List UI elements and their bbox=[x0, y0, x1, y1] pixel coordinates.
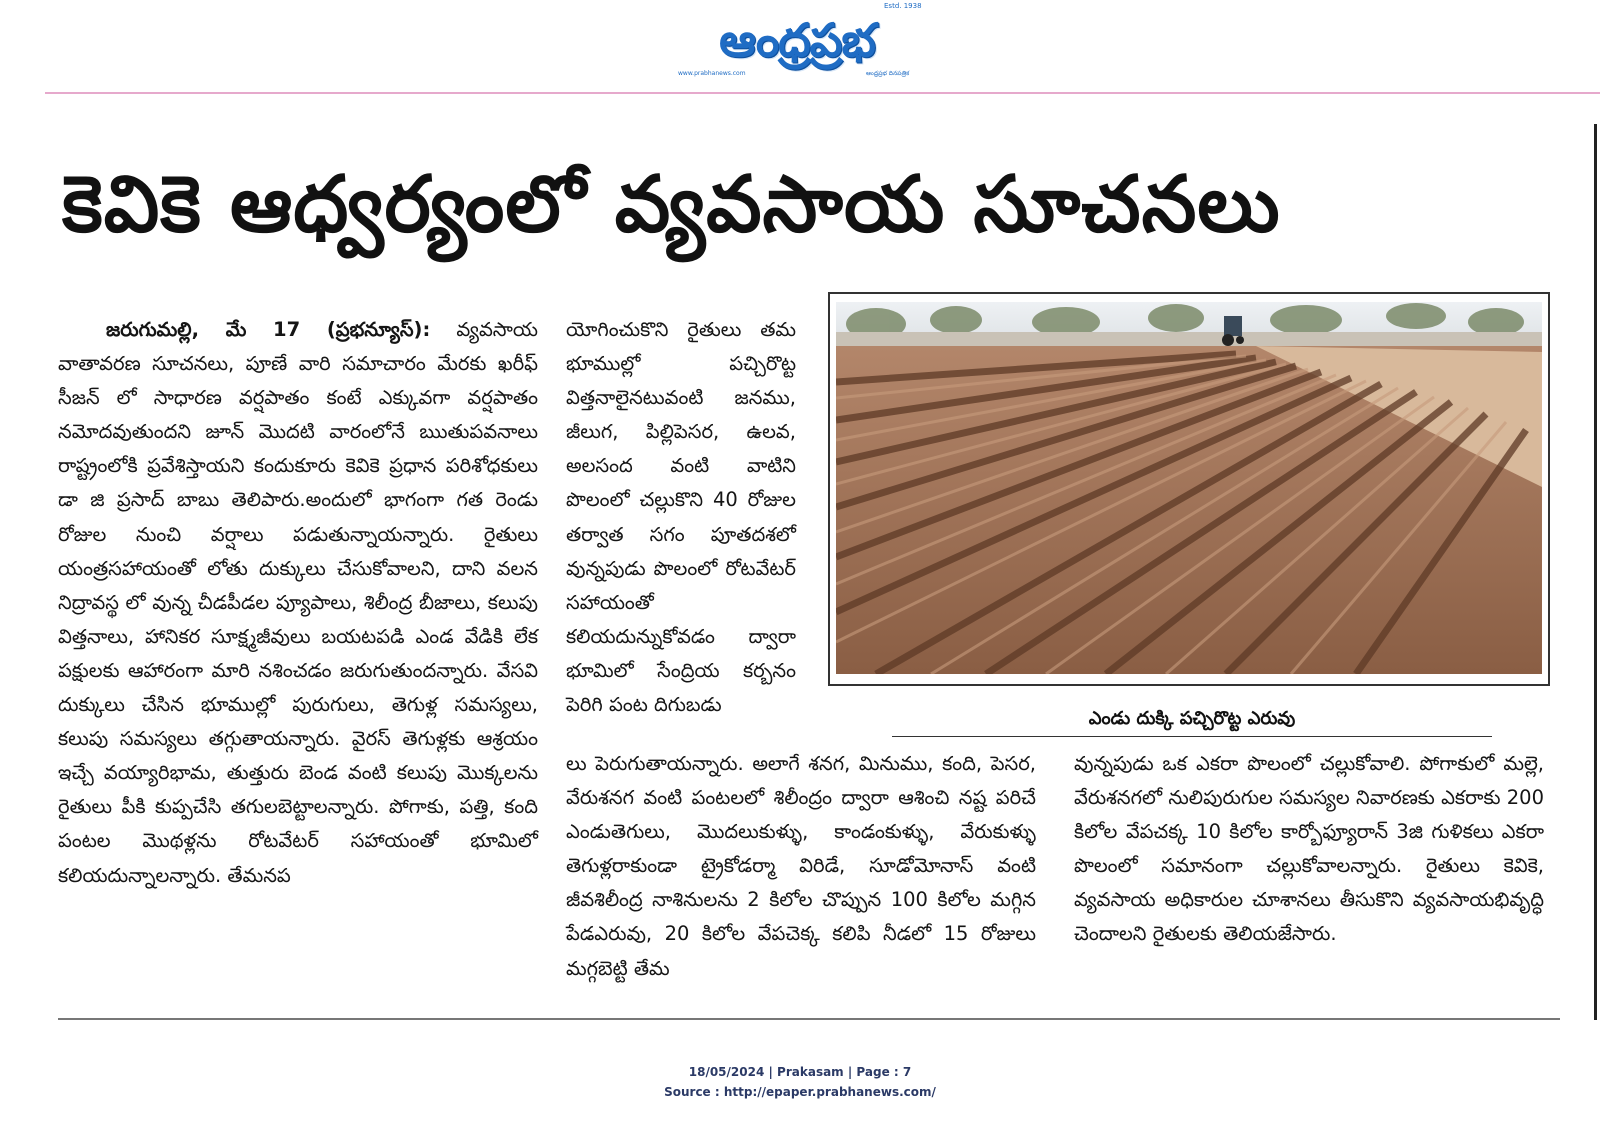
masthead bbox=[0, 0, 1600, 92]
edition-meta: 18/05/2024 | Prakasam | Page : 7 bbox=[688, 1065, 912, 1079]
article-dateline: జరుగుమల్లి, మే 17 (ప్రభన్యూస్): bbox=[106, 318, 431, 341]
page-edge-line bbox=[1594, 124, 1597, 1020]
column-3-text: వున్నపుడు ఒక ఎకరా పొలంలో చల్లుకోవాలి. పోగాకులో మల్లె, వేరుశనగలో నులిపురుగుల సమస్యల నివారణకు ఎకరాకు 200 కిలోల వేపచక్క 10 కిలోల కార్బోఫ్యూరాన్ 3జి గుళికలు ఎకరా పొలంలో సమానంగా చల్లుకోవాలన్నారు. రైతులు కెవికె, వ్యవసాయ అధికారుల చూశానలు తీసుకొని వ్యవసాయభివృద్ధి చెందాలని రైతులకు తెలియజేసారు. bbox=[1074, 752, 1544, 946]
logo-tagline: ఆంధ్రప్రభ దినపత్రిక bbox=[866, 70, 910, 77]
logo-established: Estd. 1938 bbox=[884, 2, 922, 10]
logo-website: www.prabhanews.com bbox=[678, 70, 746, 77]
column-1-text: వ్యవసాయ వాతావరణ సూచనలు, పూణే వారి సమాచారం మేరకు ఖరీఫ్ సీజన్ లో సాధారణ వర్షపాతం కంటే ఎక్కువగా వర్షపాతం నమోదవుతుందని జూన్ మొదటి వారంలోనే ఋతుపవనాలు రాష్ట్రంలోకి ప్రవేశిస్తాయని కందుకూరు కెవికె ప్రధాన పరిశోధకులు డా జి ప్రసాద్ బాబు తెలిపారు.అందులో భాగంగా గత రెండు రోజుల నుంచి వర్షాలు పడుతున్నాయన్నారు. రైతులు యంత్రసహాయంతో లోతు దుక్కులు చేసుకోవాలని, దాని వలన నిద్రావస్థ లో వున్న చీడపీడల ప్యూపాలు, శిలీంద్ర బీజాలు, కలుపు విత్తనాలు, హానికర సూక్ష్మజీవులు బయటపడి ఎండ వేడికి లేక పక్షులకు ఆహారంగా మారి నశించడం జరుగుతుందన్నారు. వేసవి దుక్కులు చేసిన భూముల్లో పురుగులు, తెగుళ్ల సమస్యలు, కలుపు సమస్యలు తగ్గుతాయన్నారు. వైరస్ తెగుళ్లకు ఆశ్రయం ఇచ్చే వయ్యారిభామ, తుత్తురు బెండ వంటి కలుపు మొక్కలను రైతులు పీకి కుప్పచేసి తగులబెట్టాలన్నారు. పోగాకు, పత్తి, కంది పంటల మొథళ్లను రోటవేటర్ సహాయంతో భూమిలో కలియదున్నాలన్నారు. తేమనప bbox=[58, 318, 538, 887]
article-column-2-bottom bbox=[566, 747, 1036, 1012]
caption-divider bbox=[892, 736, 1492, 737]
article-column-2-top bbox=[566, 313, 796, 733]
photo-caption: ఎండు దుక్కి పచ్చిరొట్ట ఎరువు bbox=[1088, 708, 1296, 729]
newspaper-logo: ఆంధ్రప్రభ bbox=[719, 13, 875, 67]
column-2-top-text: యోగించుకొని రైతులు తమ భూముల్లో పచ్చిరొట్ట విత్తనాలైనటువంటి జనము, జీలుగ, పిల్లిపెసర, ఉలవ, అలసంద వంటి వాటిని పొలంలో చల్లుకొని 40 రోజుల తర్వాత సగం పూతదశలో వున్నపుడు పొలంలో రోటవేటర్ సహాయంతో కలియదున్నుకోవడం ద్వారా భూమిలో సేంద్రియ కర్బనం పెరిగి పంట దిగుబడు bbox=[566, 318, 796, 717]
field-photo bbox=[836, 302, 1542, 674]
masthead-divider bbox=[45, 92, 1600, 94]
article-headline: కెవికె ఆధ్వర్యంలో వ్యవసాయ సూచనలు bbox=[62, 160, 1281, 250]
page-footer bbox=[0, 1062, 1600, 1102]
column-2-bottom-text: లు పెరుగుతాయన్నారు. అలాగే శనగ, మినుము, కంది, పెసర, వేరుశనగ వంటి పంటలలో శిలీంద్రం ద్వారా ఆశించి నష్ట పరిచే ఎండుతెగులు, మొదలుకుళ్ళు, కాండంకుళ్ళు, వేరుకుళ్ళు తెగుళ్లరాకుండా ట్రైకోడర్మా విరిడే, సూడోమోనాస్ వంటి జీవశిలీంద్ర నాశినులను 2 కిలోల చొప్పున 100 కిలోల మగ్గిన పేడఎరువు, 20 కిలోల వేపచెక్క కలిపి నీడలో 15 రోజులు మగ్గబెట్టి తేమ bbox=[566, 752, 1036, 980]
footer-divider bbox=[58, 1018, 1560, 1020]
article-column-3 bbox=[1074, 747, 1544, 987]
plowed-field-illustration bbox=[836, 302, 1542, 674]
article-column-1 bbox=[58, 313, 538, 1013]
source-link[interactable]: Source : http://epaper.prabhanews.com/ bbox=[664, 1085, 936, 1099]
